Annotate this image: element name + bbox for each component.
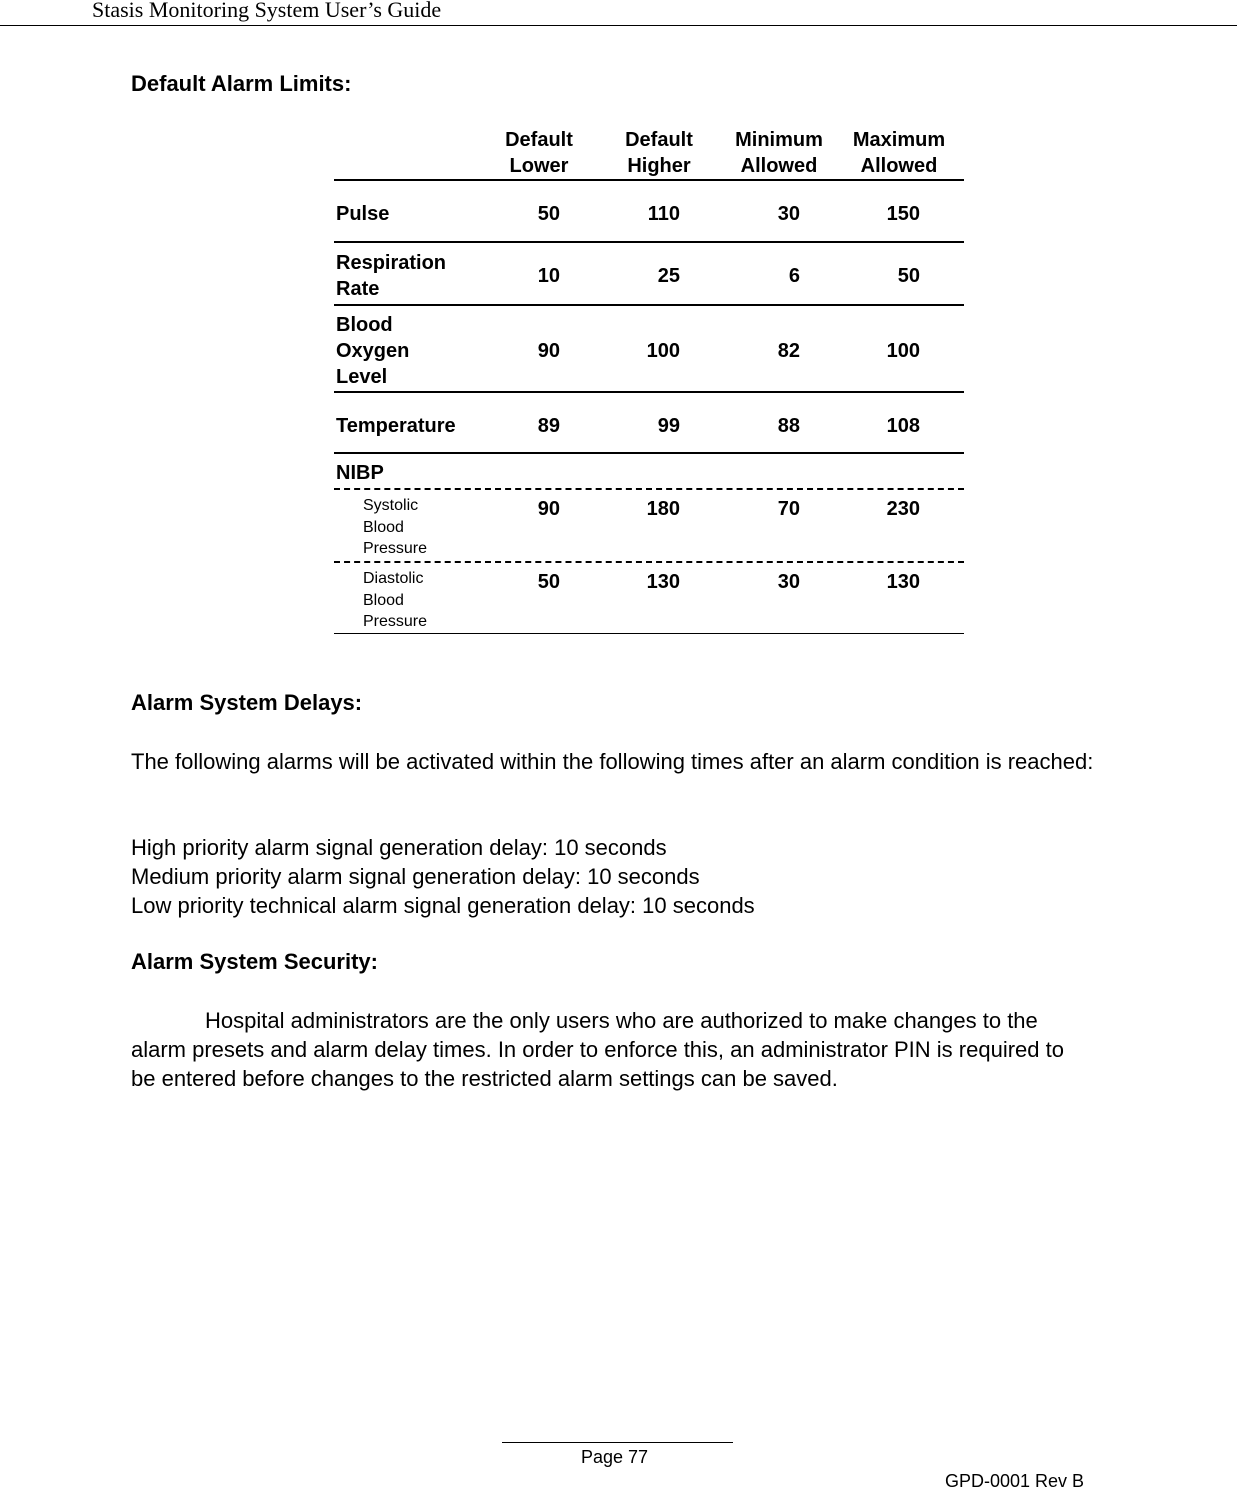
row-label: Pulse: [336, 203, 390, 225]
document-id: GPD-0001 Rev B: [945, 1471, 1085, 1491]
col-header-default-higher: Default Higher: [625, 129, 693, 177]
row-rule: [334, 452, 964, 454]
cell-default-higher: 180: [646, 498, 680, 520]
row-rule: [334, 391, 964, 393]
cell-minimum-allowed: 88: [777, 415, 800, 437]
nibp-group-label: NIBP: [336, 462, 384, 484]
cell-default-higher: 130: [646, 571, 680, 593]
cell-default-lower: 50: [537, 203, 560, 225]
cell-maximum-allowed: 230: [886, 498, 920, 520]
cell-minimum-allowed: 30: [777, 571, 800, 593]
dashed-rule: [334, 561, 964, 563]
table-bottom-rule: [334, 633, 964, 634]
cell-maximum-allowed: 100: [886, 340, 920, 362]
alarm-system-security-heading: Alarm System Security:: [131, 949, 378, 974]
cell-default-lower: 90: [537, 340, 560, 362]
alarm-system-delays-heading: Alarm System Delays:: [131, 690, 363, 715]
footer-rule: [502, 1442, 733, 1443]
cell-maximum-allowed: 130: [886, 571, 920, 593]
cell-default-higher: 99: [657, 415, 680, 437]
row-rule: [334, 304, 964, 306]
cell-minimum-allowed: 82: [777, 340, 800, 362]
col-header-default-lower: Default Lower: [505, 129, 573, 177]
row-rule: [334, 241, 964, 243]
running-header: Stasis Monitoring System User’s Guide: [92, 0, 442, 22]
row-label: Systolic Blood Pressure: [363, 497, 428, 557]
cell-default-higher: 100: [646, 340, 680, 362]
cell-default-higher: 25: [657, 265, 680, 287]
row-label: Temperature: [336, 415, 456, 437]
row-label: Blood Oxygen Level: [336, 314, 410, 388]
cell-default-lower: 10: [537, 265, 560, 287]
row-label: Diastolic Blood Pressure: [363, 570, 428, 630]
cell-default-lower: 50: [537, 571, 560, 593]
cell-minimum-allowed: 30: [777, 203, 800, 225]
col-header-minimum-allowed: Minimum Allowed: [735, 129, 823, 177]
cell-maximum-allowed: 108: [886, 415, 920, 437]
cell-minimum-allowed: 6: [788, 265, 800, 287]
low-priority-delay: Low priority technical alarm signal generation delay: 10 seconds: [131, 893, 755, 918]
cell-maximum-allowed: 50: [897, 265, 920, 287]
header-rule: [0, 25, 1237, 26]
cell-default-lower: 90: [537, 498, 560, 520]
delays-intro-paragraph: The following alarms will be activated within the following times after an alarm condition is reached:: [131, 749, 1094, 774]
header-rule: [334, 179, 964, 181]
security-paragraph: Hospital administrators are the only users who are authorized to make changes to the alarm presets and alarm delay times. In order to enforce this, an administrator PIN is required to be entered before changes to the restricted alarm settings can be saved.: [131, 1008, 1064, 1091]
high-priority-delay: High priority alarm signal generation delay: 10 seconds: [131, 835, 667, 860]
page-number: Page 77: [581, 1447, 649, 1467]
cell-default-lower: 89: [537, 415, 560, 437]
medium-priority-delay: Medium priority alarm signal generation delay: 10 seconds: [131, 864, 700, 889]
cell-default-higher: 110: [647, 203, 680, 225]
cell-maximum-allowed: 150: [886, 203, 920, 225]
dashed-rule: [334, 488, 964, 490]
col-header-maximum-allowed: Maximum Allowed: [852, 129, 946, 177]
row-label: Respiration Rate: [336, 252, 447, 300]
default-alarm-limits-heading: Default Alarm Limits:: [131, 71, 352, 96]
cell-minimum-allowed: 70: [777, 498, 800, 520]
